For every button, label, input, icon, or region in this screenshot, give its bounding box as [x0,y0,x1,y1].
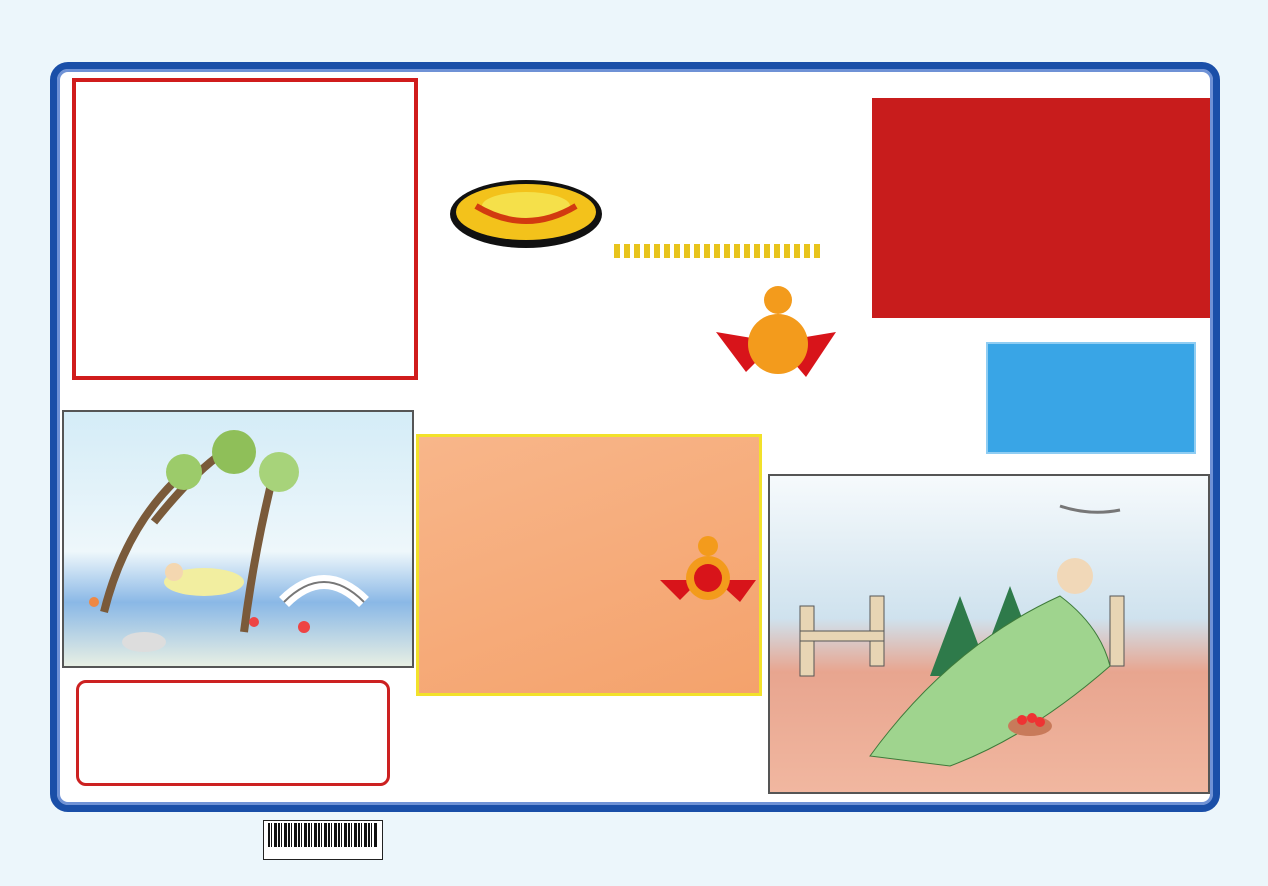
gourd-icon [706,272,846,392]
landscape-illustration [64,412,412,666]
analysis-text [438,310,688,341]
scholar-illustration [770,476,1208,792]
greeting [498,22,506,62]
gold-ingot-icon [446,176,606,256]
barcode-bars [268,823,378,847]
puzzle-picture-left [62,410,414,668]
notes-line-2 [424,708,442,732]
verse-scroll [986,342,1196,454]
notes [424,708,442,732]
puzzle-picture-right [768,474,1210,794]
doors-table [872,98,1210,318]
prize-gourd-icon [660,530,760,610]
barcode [263,820,383,860]
analysis-line-4 [438,310,688,341]
puzzle-clue-box [76,680,390,786]
decorative-dotted-line [614,244,824,258]
results-panel [72,78,418,380]
